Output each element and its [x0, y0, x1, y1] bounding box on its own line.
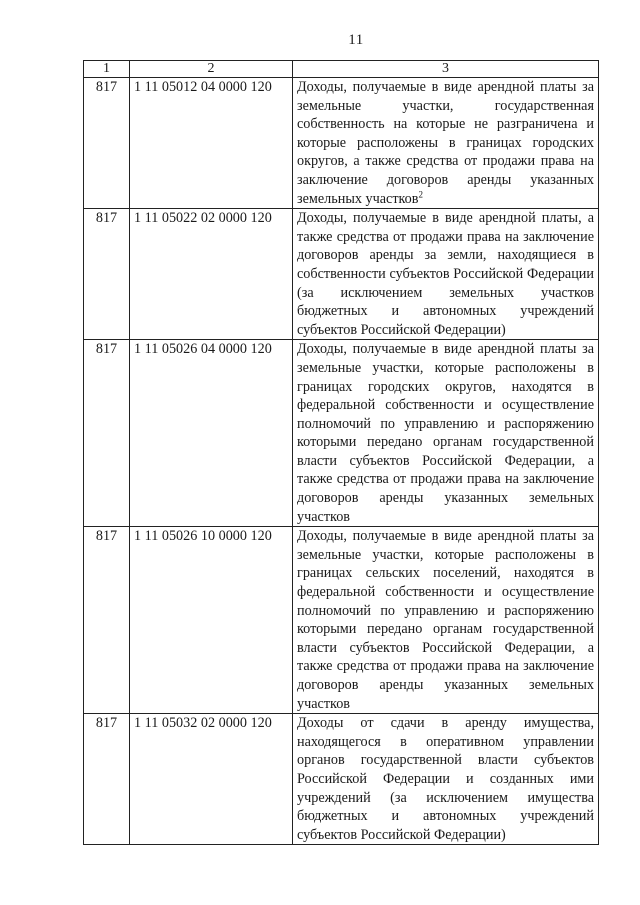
kbk-code-cell: 1 11 05026 10 0000 120	[130, 527, 293, 714]
footnote-marker: 2	[418, 188, 423, 199]
admin-code-cell: 817	[84, 340, 130, 527]
kbk-code-cell: 1 11 05032 02 0000 120	[130, 714, 293, 845]
description-cell	[293, 78, 599, 209]
admin-code-cell: 817	[84, 78, 130, 209]
admin-code-cell: 817	[84, 714, 130, 845]
table-row	[84, 78, 599, 209]
column-header-2: 2	[130, 61, 293, 78]
kbk-code-cell: 1 11 05012 04 0000 120	[130, 78, 293, 209]
description-text: Доходы, получаемые в виде арендной платы за земельные участки, государственная собственность на которые не разграничена и которые расположены в границах городских округов, а также средства от продажи права на заключение договоров аренды указанных земельных участков	[297, 79, 594, 207]
admin-code-cell: 817	[84, 527, 130, 714]
table-row	[84, 209, 599, 340]
kbk-code-cell: 1 11 05026 04 0000 120	[130, 340, 293, 527]
column-header-1: 1	[84, 61, 130, 78]
table-row	[84, 340, 599, 527]
revenue-codes-table	[83, 60, 599, 845]
description-cell: Доходы от сдачи в аренду имущества, находящегося в оперативном управлении органов государственной власти субъектов Российской Федерации и созданных ими учреждений (за исключением имущества бюджетных и автономных учреждений субъектов Российской Федерации)	[293, 714, 599, 845]
description-cell: Доходы, получаемые в виде арендной платы за земельные участки, которые расположены в границах сельских поселений, находятся в федеральной собственности и осуществление полномочий по управлению и распоряжению которыми передано органам государственной власти субъектов Российской Федерации, а также средства от продажи права на заключение договоров аренды указанных земельных участков	[293, 527, 599, 714]
description-cell: Доходы, получаемые в виде арендной платы за земельные участки, которые расположены в границах городских округов, находятся в федеральной собственности и осуществление полномочий по управлению и распоряжению которыми передано органам государственной власти субъектов Российской Федерации, а также средства от продажи права на заключение договоров аренды указанных земельных участков	[293, 340, 599, 527]
table-row	[84, 714, 599, 845]
column-header-3: 3	[293, 61, 599, 78]
table-row	[84, 527, 599, 714]
admin-code-cell: 817	[84, 209, 130, 340]
page-number: 11	[348, 32, 364, 48]
description-cell: Доходы, получаемые в виде арендной платы, а также средства от продажи права на заключение договоров аренды за земли, находящиеся в собственности субъектов Российской Федерации (за исключением земельных участков бюджетных и автономных учреждений субъектов Российской Федерации)	[293, 209, 599, 340]
table-header-row	[84, 61, 599, 78]
kbk-code-cell: 1 11 05022 02 0000 120	[130, 209, 293, 340]
